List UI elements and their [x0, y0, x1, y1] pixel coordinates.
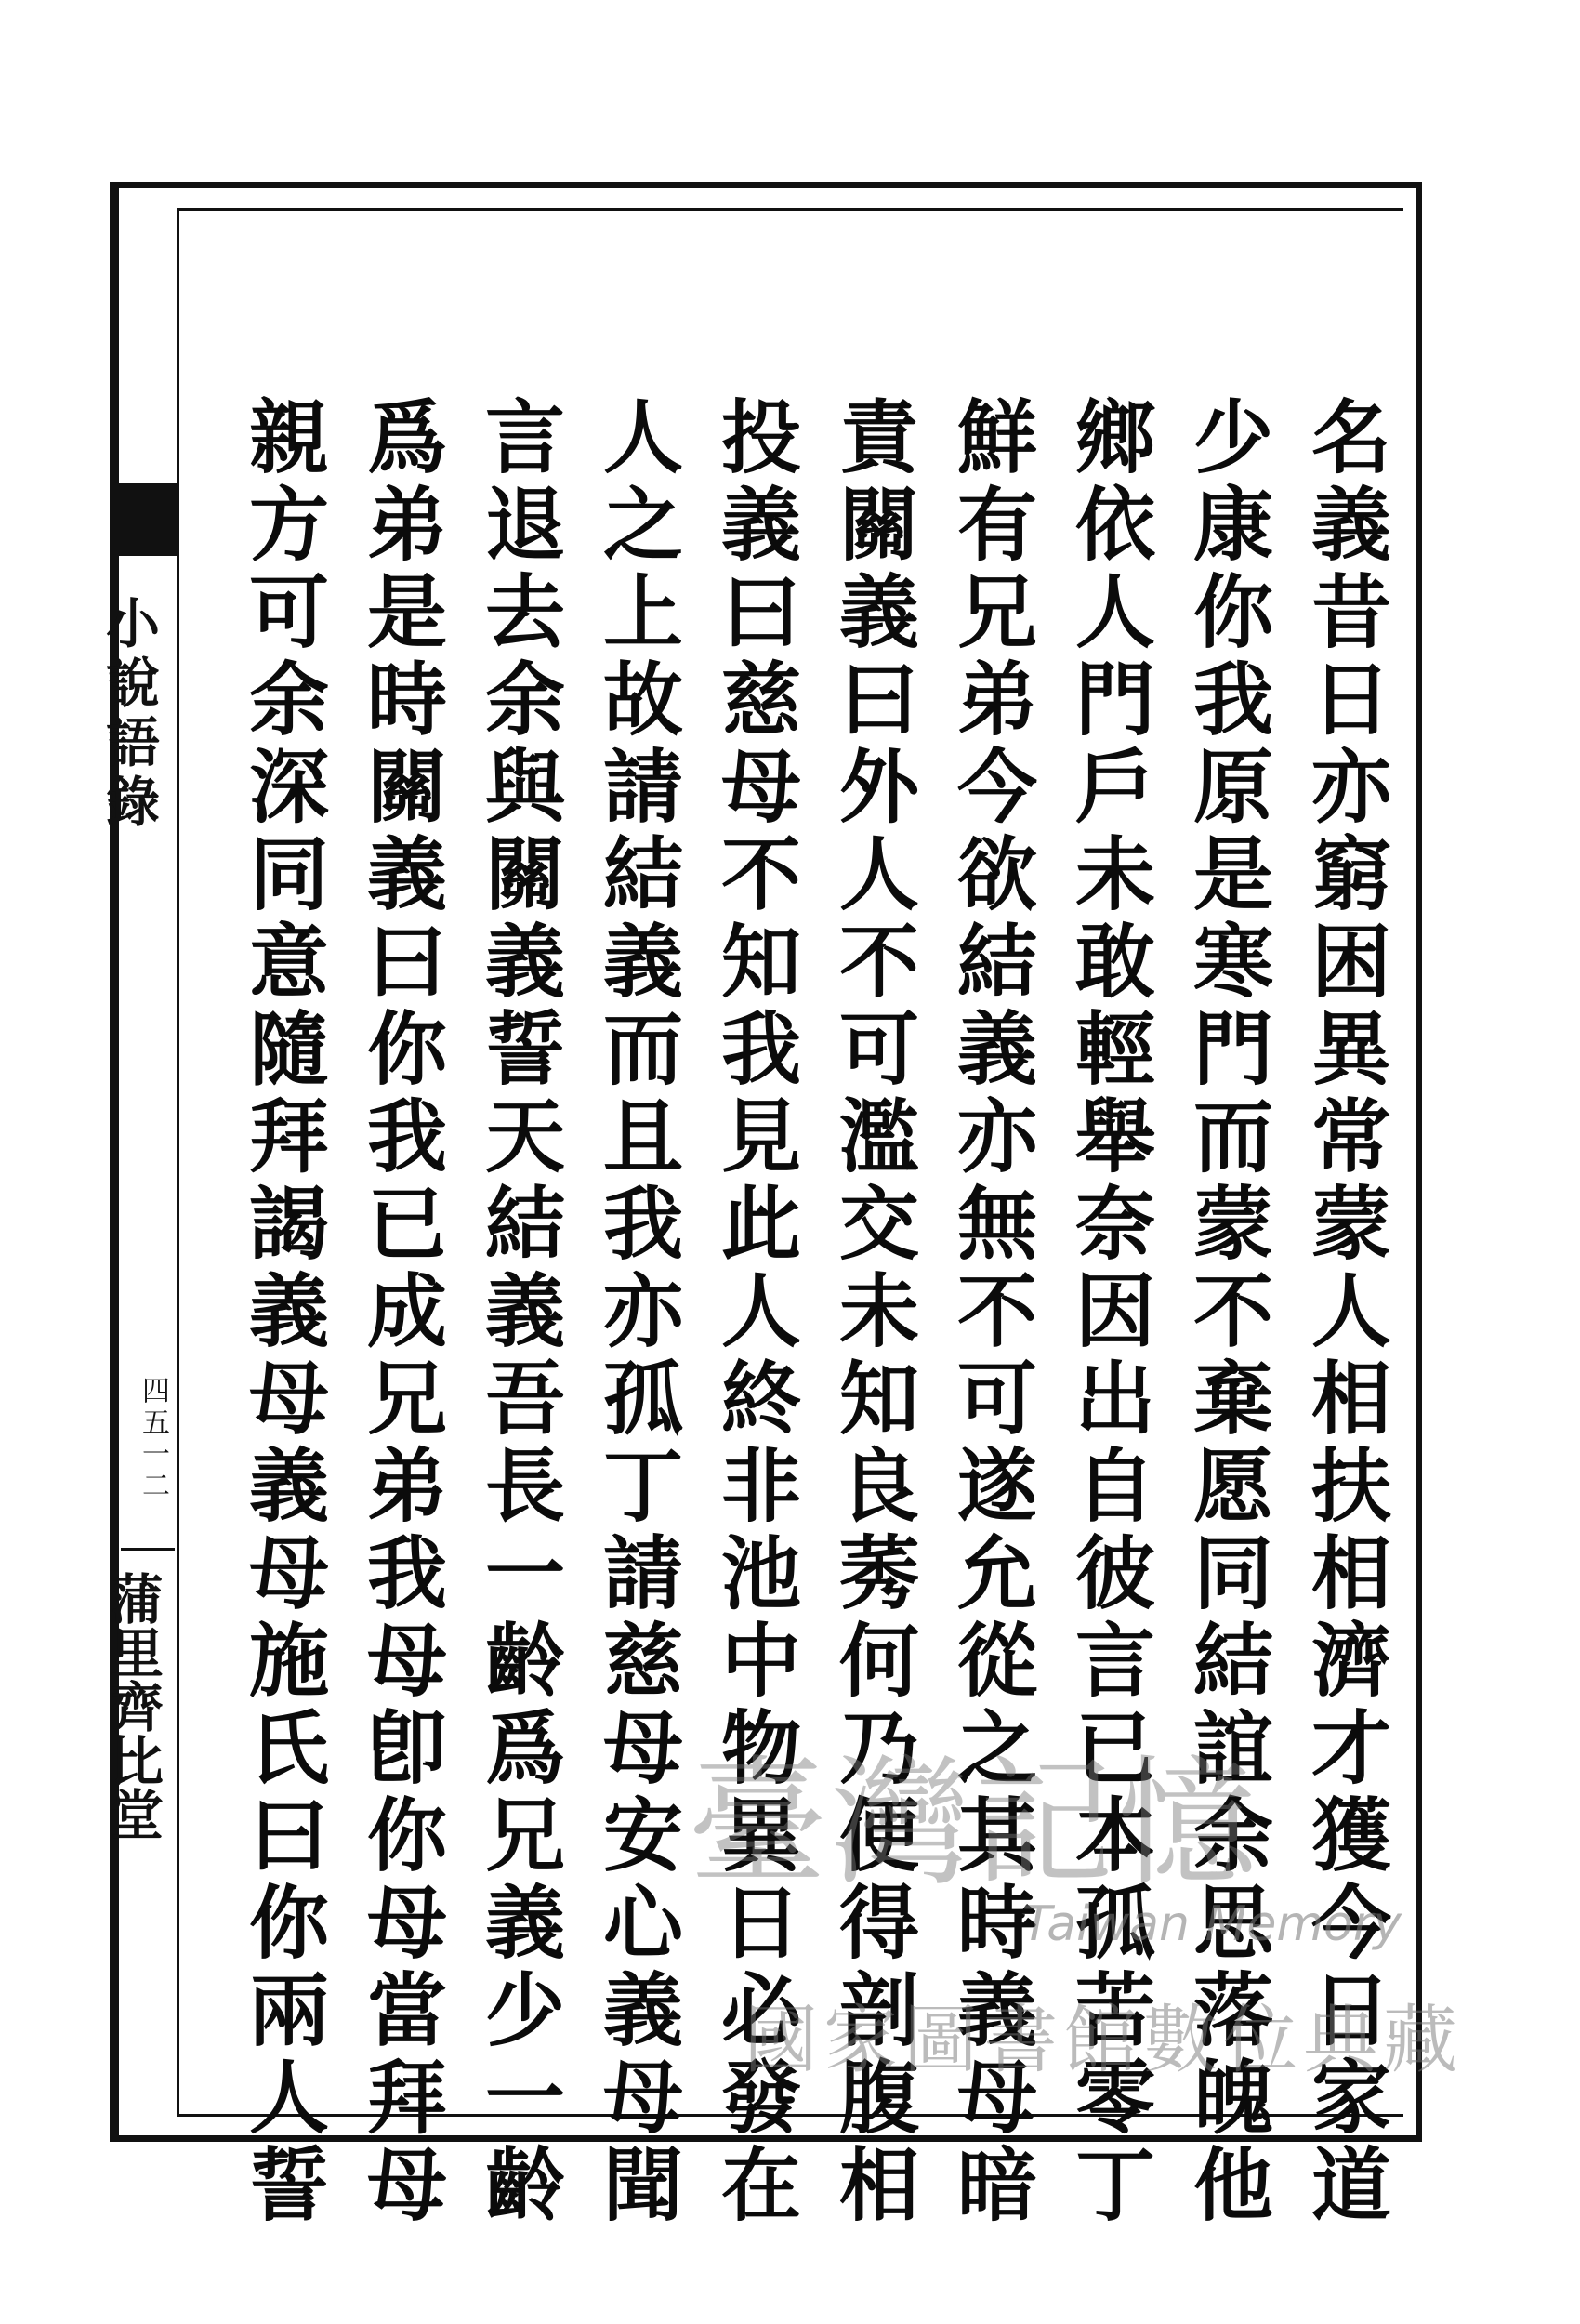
text-column-6: 投義曰慈母不知我見此人終非池中物異日必發在	[707, 395, 801, 2230]
spine-title: 小說語錄	[97, 595, 160, 833]
text-column-2: 少康你我原是寒門而蒙不棄愿同結誼余思落魄他	[1179, 395, 1273, 2230]
text-column-3: 鄉依人門戶未敢輕舉奈因出自彼言已本孤苦零丁	[1061, 395, 1155, 2230]
watermark-english: Taiwan Memory	[1022, 1896, 1402, 1952]
page-mark-text: 二	[137, 1471, 169, 1502]
text-column-4: 鮮有兄弟今欲結義亦無不可遂允從之其時義母暗	[943, 395, 1037, 2230]
watermark-title: 臺灣記憶	[688, 1743, 1261, 1905]
frame-left-border	[110, 182, 119, 2142]
text-column-5: 責關義曰外人不可濫交未知良莠何乃便得剖腹相	[825, 395, 919, 2230]
spine-divider	[121, 1548, 175, 1551]
text-column-7: 人之上故請結義而且我亦孤丁請慈母安心義母聞	[589, 395, 683, 2230]
page-number-text: 四五一	[137, 1376, 169, 1471]
spine-page-number	[123, 1376, 173, 1502]
main-text-block	[214, 395, 1403, 2230]
text-column-1: 名義昔日亦窮困異常蒙人相扶相濟才獲今日家道	[1297, 395, 1391, 2230]
spine-publisher: 蒲里齊比堂	[100, 1571, 164, 1841]
text-column-10: 親方可余深同意隨拜謁義母義母施氏曰你兩人誓	[235, 395, 329, 2230]
frame-inner-top-rule	[177, 208, 1403, 211]
fish-tail-mark-icon	[119, 483, 177, 556]
text-column-8: 言退去余與關義誓天結義吾長一齡爲兄義少一齡	[471, 395, 565, 2230]
text-column-9: 爲弟是時關義曰你我已成兄弟我母卽你母當拜母	[353, 395, 447, 2230]
watermark-institution: 國家圖書館數位典藏	[744, 1997, 1463, 2083]
frame-inner-left-rule	[177, 210, 179, 2116]
